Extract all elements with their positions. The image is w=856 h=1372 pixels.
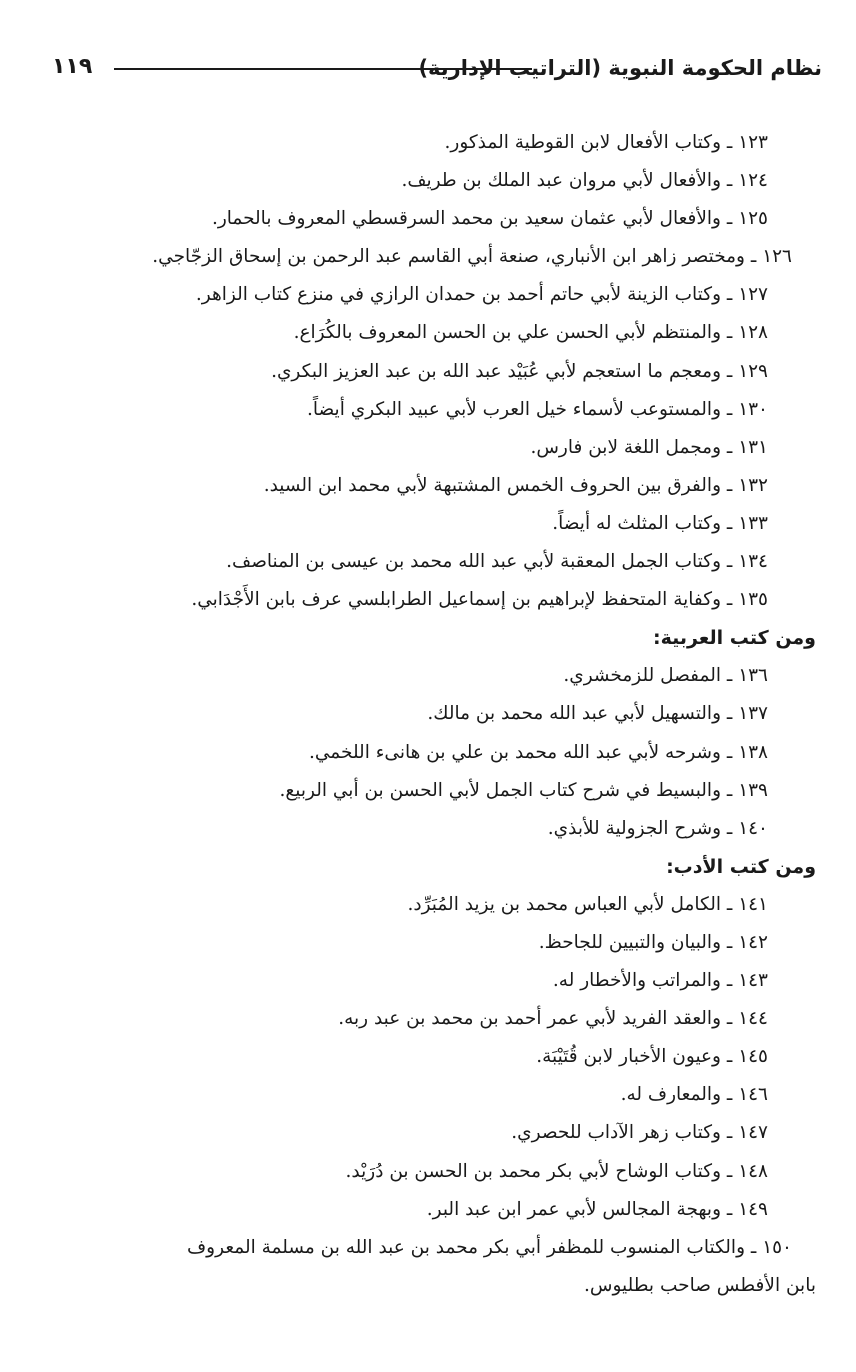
section-heading: ومن كتب الأدب: (666, 855, 816, 878)
list-entry: ١٤٩ ـ وبهجة المجالس لأبي عمر ابن عبد البر. (426, 1198, 768, 1220)
list-entry: ١٤٧ ـ وكتاب زهر الآداب للحصري. (511, 1122, 768, 1144)
list-entry: ١٤٥ ـ وعيون الأخبار لابن قُتَيْبَة. (536, 1046, 768, 1068)
list-entry: ١٤٦ ـ والمعارف له. (620, 1084, 768, 1106)
page-number: ١١٩ (52, 54, 93, 79)
list-entry: ١٤١ ـ الكامل لأبي العباس محمد بن يزيد المُبَرِّد. (407, 893, 768, 915)
list-entry: ١٣٣ ـ وكتاب المثلث له أيضاً. (552, 512, 768, 534)
list-entry: ١٣٥ ـ وكفاية المتحفظ لإبراهيم بن إسماعيل الطرابلسي عرف بابن الأَجْدَابي. (191, 589, 768, 611)
list-entry: ١٢٤ ـ والأفعال لأبي مروان عبد الملك بن طريف. (401, 170, 768, 192)
list-entry: ١٣٩ ـ والبسيط في شرح كتاب الجمل لأبي الحسن بن أبي الربيع. (279, 779, 768, 801)
list-entry: ١٢٥ ـ والأفعال لأبي عثمان سعيد بن محمد السرقسطي المعروف بالحمار. (211, 208, 768, 230)
list-entry: ١٤٤ ـ والعقد الفريد لأبي عمر أحمد بن محمد بن عبد ربه. (338, 1008, 768, 1030)
list-entry: ١٣٢ ـ والفرق بين الحروف الخمس المشتبهة لأبي محمد ابن السيد. (263, 474, 768, 496)
list-entry: ١٢٦ ـ ومختصر زاهر ابن الأنباري، صنعة أبي القاسم عبد الرحمن بن إسحاق الزجّاجي. (152, 246, 792, 268)
list-entry: ١٢٣ ـ وكتاب الأفعال لابن القوطية المذكور. (444, 132, 768, 153)
list-entry: ١٣٦ ـ المفصل للزمخشري. (563, 665, 768, 687)
list-entry: ١٣١ ـ ومجمل اللغة لابن فارس. (530, 436, 768, 458)
list-entry: ١٤٠ ـ وشرح الجزولية للأبذي. (547, 817, 768, 839)
list-entry: ١٣٤ ـ وكتاب الجمل المعقبة لأبي عبد الله محمد بن عيسى بن المناصف. (226, 551, 768, 573)
list-entry: ١٣٧ ـ والتسهيل لأبي عبد الله محمد بن مالك. (427, 703, 768, 725)
list-entry: ١٣٨ ـ وشرحه لأبي عبد الله محمد بن علي بن هانىء اللخمي. (309, 741, 768, 763)
list-entry: ١٢٧ ـ وكتاب الزينة لأبي حاتم أحمد بن حمدان الرازي في منزع كتاب الزاهر. (195, 284, 768, 306)
header-rule (114, 68, 532, 70)
running-title: نظام الحكومة النبوية (التراتيب الإدارية) (418, 56, 822, 80)
page-body (48, 124, 816, 1305)
list-entry: ١٣٠ ـ والمستوعب لأسماء خيل العرب لأبي عبيد البكري أيضاً. (307, 398, 768, 420)
list-entry: ١٤٢ ـ والبيان والتبيين للجاحظ. (538, 931, 768, 953)
list-entry-continuation: بابن الأفطس صاحب بطليوس. (584, 1274, 816, 1296)
list-entry: ١٢٨ ـ والمنتظم لأبي الحسن علي بن الحسن المعروف بالكُرَاع. (293, 322, 768, 344)
page-header (52, 48, 822, 92)
list-entry: ١٢٩ ـ ومعجم ما استعجم لأبي عُبَيْد عبد الله بن عبد العزيز البكري. (271, 360, 768, 382)
list-entry: ١٥٠ ـ والكتاب المنسوب للمظفر أبي بكر محمد بن عبد الله بن مسلمة المعروف (187, 1236, 792, 1258)
list-entry: ١٤٨ ـ وكتاب الوشاح لأبي بكر محمد بن الحسن بن دُرَيْد. (345, 1160, 768, 1182)
list-entry: ١٤٣ ـ والمراتب والأخطار له. (552, 970, 768, 992)
section-heading: ومن كتب العربية: (652, 627, 816, 650)
